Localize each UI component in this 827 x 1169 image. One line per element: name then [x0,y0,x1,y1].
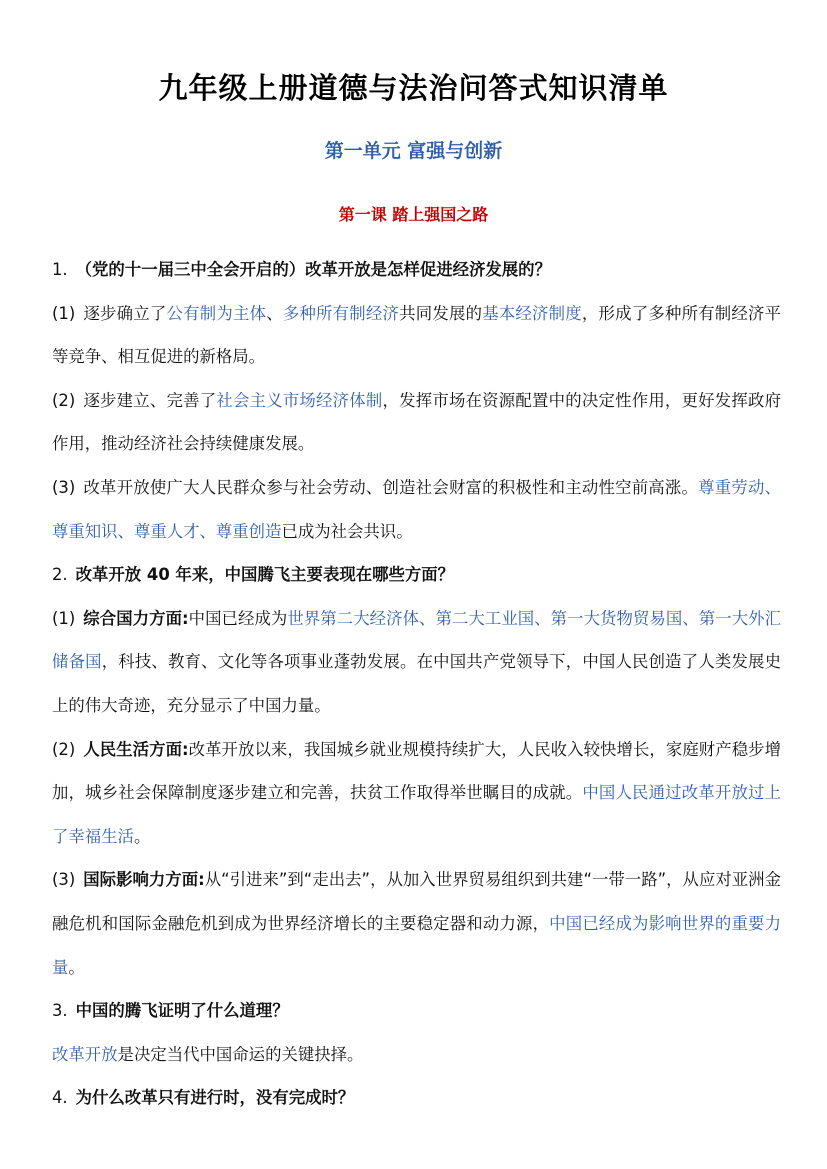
qa-content [52,248,781,1120]
answer-text: ，形成了多种所有制经济平等竞争、相互促进的新格局。 [52,303,782,367]
key-term: 尊重劳动、尊重知识、尊重人才、尊重创造 [52,477,782,541]
answer-text: 逐步确立了 [83,303,167,323]
answer-text: 中国已经成为 [188,608,288,628]
answer-1-1 [52,292,781,379]
question-2 [52,553,781,597]
answer-label: 综合国力方面: [83,608,189,628]
question-number: 4. [52,1088,68,1108]
answer-3-1 [52,1033,781,1077]
answer-1-3 [52,466,781,553]
key-term: 社会主义市场经济体制 [216,390,383,410]
question-number: 2. [52,565,68,585]
answer-number: (3) [52,870,76,890]
answer-2-3 [52,858,781,989]
key-term: 世界第二大经济体、第二大工业国、第一大货物贸易国、第一大外汇储备国 [52,608,782,672]
answer-1-2 [52,379,781,466]
answer-text: 、 [266,303,283,323]
answer-text: 从“引进来”到“走出去”，从加入世界贸易组织到共建“一带一路”，从应对亚洲金融危机和国际金融危机到成为世界经济增长的主要稳定器和动力源， [52,870,781,933]
question-number: 1. [52,260,68,279]
lesson-heading: 第一课 踏上强国之路 [338,205,489,224]
question-text: 中国的腾飞证明了什么道理？ [75,1001,289,1021]
answer-number: (3) [52,477,76,497]
answer-text: 逐步建立、完善了 [83,390,217,410]
key-term: 基本经济制度 [482,303,582,323]
question-number: 3. [52,1001,68,1021]
answer-text: 是决定当代中国命运的关键抉择。 [117,1044,364,1064]
answer-text: ，科技、教育、文化等各项事业蓬勃发展。在中国共产党领导下，中国人民创造了人类发展史上的伟大奇迹，充分显示了中国力量。 [52,652,781,715]
question-4 [52,1076,781,1120]
answer-number: (2) [52,739,76,759]
answer-number: (1) [52,608,76,628]
question-1 [52,248,781,292]
answer-text: 。 [68,957,85,977]
answer-number: (2) [52,390,76,410]
answer-2-1 [52,597,781,728]
unit-heading: 第一单元 富强与创新 [324,140,503,162]
answer-text: 改革开放以来，我国城乡就业规模持续扩大，人民收入较快增长，家庭财产稳步增加，城乡社会保障制度逐步建立和完善，扶贫工作取得举世瞩目的成就。 [52,739,781,803]
answer-2-2 [52,728,781,859]
question-3 [52,989,781,1033]
answer-label: 国际影响力方面: [83,870,205,890]
answer-number: (1) [52,303,76,323]
answer-text: 已成为社会共识。 [281,521,413,541]
question-text: 为什么改革只有进行时，没有完成时？ [75,1088,355,1108]
question-text: （党的十一届三中全会开启的）改革开放是怎样促进经济发展的？ [75,260,551,279]
key-term: 改革开放 [52,1044,118,1064]
key-term: 中国已经成为影响世界的重要力量 [52,913,782,977]
answer-label: 人民生活方面: [83,739,189,759]
page-title: 九年级上册道德与法治问答式知识清单 [158,71,669,105]
key-term: 多种所有制经济 [282,303,400,323]
answer-text: ，发挥市场在资源配置中的决定性作用，更好发挥政府作用，推动经济社会持续健康发展。 [52,390,782,454]
question-text: 改革开放 40 年来，中国腾飞主要表现在哪些方面？ [75,565,455,585]
answer-text: 改革开放使广大人民群众参与社会劳动、创造社会财富的积极性和主动性空前高涨。 [83,477,699,497]
key-term: 中国人民通过改革开放过上了幸福生活 [52,783,781,846]
answer-text: 。 [133,826,151,846]
key-term: 公有制为主体 [166,303,267,323]
answer-text: 共同发展的 [399,303,483,323]
